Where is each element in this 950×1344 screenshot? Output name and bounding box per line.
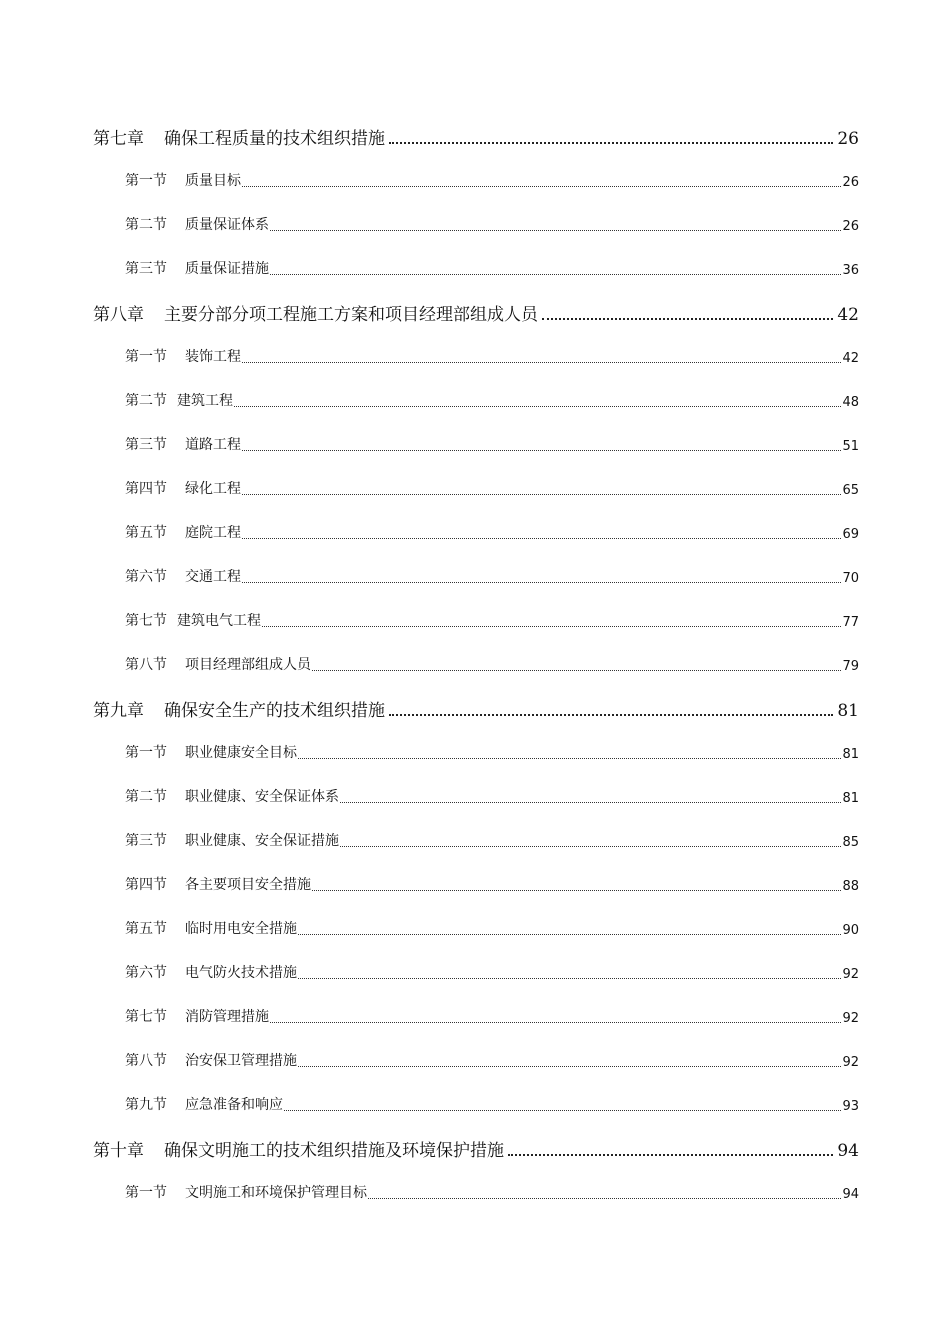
toc-section-entry[interactable] <box>0 1082 950 1126</box>
toc-section-entry[interactable] <box>0 202 950 246</box>
toc-entry-title: 建筑电气工程 <box>177 613 261 629</box>
toc-page-number: 79 <box>842 659 859 674</box>
toc-page-number: 26 <box>842 175 859 190</box>
toc-page-number: 26 <box>837 129 859 149</box>
toc-entry-number: 第二节 <box>125 217 167 233</box>
toc-page-number: 92 <box>842 967 859 982</box>
toc-dot-leader <box>389 142 833 144</box>
toc-section-entry[interactable] <box>0 818 950 862</box>
toc-page-number: 92 <box>842 1055 859 1070</box>
toc-page-number: 81 <box>842 747 859 762</box>
toc-dot-leader <box>284 1110 841 1111</box>
toc-page-number: 77 <box>842 615 859 630</box>
toc-entry-title: 各主要项目安全措施 <box>185 877 311 893</box>
toc-entry-title: 交通工程 <box>185 569 241 585</box>
toc-entry-number: 第七节 <box>125 613 167 629</box>
toc-dot-leader <box>368 1198 841 1199</box>
toc-section-entry[interactable] <box>0 642 950 686</box>
toc-section-entry[interactable] <box>0 1038 950 1082</box>
toc-section-entry[interactable] <box>0 862 950 906</box>
toc-chapter-entry[interactable] <box>0 686 950 730</box>
toc-dot-leader <box>270 274 841 275</box>
toc-entry-title: 道路工程 <box>185 437 241 453</box>
toc-entry-title: 庭院工程 <box>185 525 241 541</box>
toc-entry-number: 第六节 <box>125 965 167 981</box>
toc-entry-title: 确保安全生产的技术组织措施 <box>164 701 385 721</box>
toc-chapter-entry[interactable] <box>0 114 950 158</box>
toc-entry-number: 第六节 <box>125 569 167 585</box>
toc-entry-title: 装饰工程 <box>185 349 241 365</box>
toc-dot-leader <box>298 934 841 935</box>
toc-entry-title: 消防管理措施 <box>185 1009 269 1025</box>
toc-entry-title: 电气防火技术措施 <box>185 965 297 981</box>
toc-page-number: 65 <box>842 483 859 498</box>
toc-section-entry[interactable] <box>0 334 950 378</box>
toc-entry-number: 第一节 <box>125 173 167 189</box>
toc-page-number: 94 <box>837 1141 859 1161</box>
toc-section-entry[interactable] <box>0 730 950 774</box>
toc-section-entry[interactable] <box>0 466 950 510</box>
toc-entry-title: 绿化工程 <box>185 481 241 497</box>
toc-entry-number: 第七节 <box>125 1009 167 1025</box>
toc-page-number: 92 <box>842 1011 859 1026</box>
toc-section-entry[interactable] <box>0 994 950 1038</box>
toc-dot-leader <box>270 1022 841 1023</box>
toc-entry-number: 第五节 <box>125 525 167 541</box>
toc-entry-number: 第三节 <box>125 437 167 453</box>
toc-dot-leader <box>242 362 841 363</box>
toc-dot-leader <box>542 318 833 320</box>
toc-page-number: 85 <box>842 835 859 850</box>
toc-entry-title: 质量保证措施 <box>185 261 269 277</box>
toc-section-entry[interactable] <box>0 510 950 554</box>
toc-section-entry[interactable] <box>0 774 950 818</box>
toc-entry-number: 第九节 <box>125 1097 167 1113</box>
toc-entry-title: 职业健康、安全保证措施 <box>185 833 339 849</box>
toc-entry-title: 临时用电安全措施 <box>185 921 297 937</box>
toc-entry-number: 第九章 <box>93 701 144 721</box>
toc-entry-number: 第十章 <box>93 1141 144 1161</box>
toc-entry-number: 第四节 <box>125 877 167 893</box>
toc-chapter-entry[interactable] <box>0 1126 950 1170</box>
toc-dot-leader <box>298 758 841 759</box>
toc-dot-leader <box>242 186 841 187</box>
toc-entry-title: 主要分部分项工程施工方案和项目经理部组成人员 <box>164 305 538 325</box>
toc-chapter-entry[interactable] <box>0 290 950 334</box>
toc-entry-title: 质量保证体系 <box>185 217 269 233</box>
toc-entry-number: 第四节 <box>125 481 167 497</box>
toc-dot-leader <box>270 230 841 231</box>
toc-entry-title: 确保工程质量的技术组织措施 <box>164 129 385 149</box>
toc-section-entry[interactable] <box>0 246 950 290</box>
toc-section-entry[interactable] <box>0 598 950 642</box>
toc-entry-number: 第二节 <box>125 393 167 409</box>
toc-section-entry[interactable] <box>0 1170 950 1214</box>
toc-dot-leader <box>262 626 841 627</box>
toc-dot-leader <box>312 890 841 891</box>
toc-entry-title: 确保文明施工的技术组织措施及环境保护措施 <box>164 1141 504 1161</box>
toc-page-number: 94 <box>842 1187 859 1202</box>
toc-page-number: 51 <box>842 439 859 454</box>
toc-dot-leader <box>234 406 841 407</box>
toc-dot-leader <box>340 802 841 803</box>
toc-entry-title: 职业健康、安全保证体系 <box>185 789 339 805</box>
toc-dot-leader <box>312 670 841 671</box>
toc-dot-leader <box>242 582 841 583</box>
toc-page-number: 26 <box>842 219 859 234</box>
toc-dot-leader <box>298 978 841 979</box>
toc-entry-title: 治安保卫管理措施 <box>185 1053 297 1069</box>
toc-entry-title: 项目经理部组成人员 <box>185 657 311 673</box>
toc-dot-leader <box>242 494 841 495</box>
toc-section-entry[interactable] <box>0 906 950 950</box>
toc-dot-leader <box>340 846 841 847</box>
toc-page-number: 81 <box>842 791 859 806</box>
toc-entry-number: 第八节 <box>125 1053 167 1069</box>
toc-entry-number: 第一节 <box>125 1185 167 1201</box>
toc-page-number: 48 <box>842 395 859 410</box>
toc-page-number: 42 <box>837 305 859 325</box>
toc-dot-leader <box>508 1154 833 1156</box>
toc-dot-leader <box>242 450 841 451</box>
toc-entry-title: 应急准备和响应 <box>185 1097 283 1113</box>
toc-entry-number: 第八章 <box>93 305 144 325</box>
toc-page-number: 69 <box>842 527 859 542</box>
toc-section-entry[interactable] <box>0 422 950 466</box>
toc-entry-number: 第三节 <box>125 833 167 849</box>
toc-entry-title: 文明施工和环境保护管理目标 <box>185 1185 367 1201</box>
toc-entry-number: 第一节 <box>125 349 167 365</box>
toc-page-number: 81 <box>837 701 859 721</box>
toc-section-entry[interactable] <box>0 554 950 598</box>
toc-entry-number: 第二节 <box>125 789 167 805</box>
toc-section-entry[interactable] <box>0 378 950 422</box>
toc-page-number: 70 <box>842 571 859 586</box>
toc-dot-leader <box>298 1066 841 1067</box>
toc-entry-title: 建筑工程 <box>177 393 233 409</box>
toc-dot-leader <box>242 538 841 539</box>
toc-entry-number: 第七章 <box>93 129 144 149</box>
toc-entry-title: 职业健康安全目标 <box>185 745 297 761</box>
toc-dot-leader <box>389 714 833 716</box>
toc-entry-number: 第一节 <box>125 745 167 761</box>
toc-section-entry[interactable] <box>0 950 950 994</box>
toc-section-entry[interactable] <box>0 158 950 202</box>
toc-page-number: 88 <box>842 879 859 894</box>
toc-entry-title: 质量目标 <box>185 173 241 189</box>
toc-page-number: 90 <box>842 923 859 938</box>
toc-entry-number: 第五节 <box>125 921 167 937</box>
toc-page-number: 93 <box>842 1099 859 1114</box>
toc-entry-number: 第三节 <box>125 261 167 277</box>
toc-page-number: 42 <box>842 351 859 366</box>
toc-page-number: 36 <box>842 263 859 278</box>
toc-entry-number: 第八节 <box>125 657 167 673</box>
table-of-contents <box>0 114 950 1214</box>
